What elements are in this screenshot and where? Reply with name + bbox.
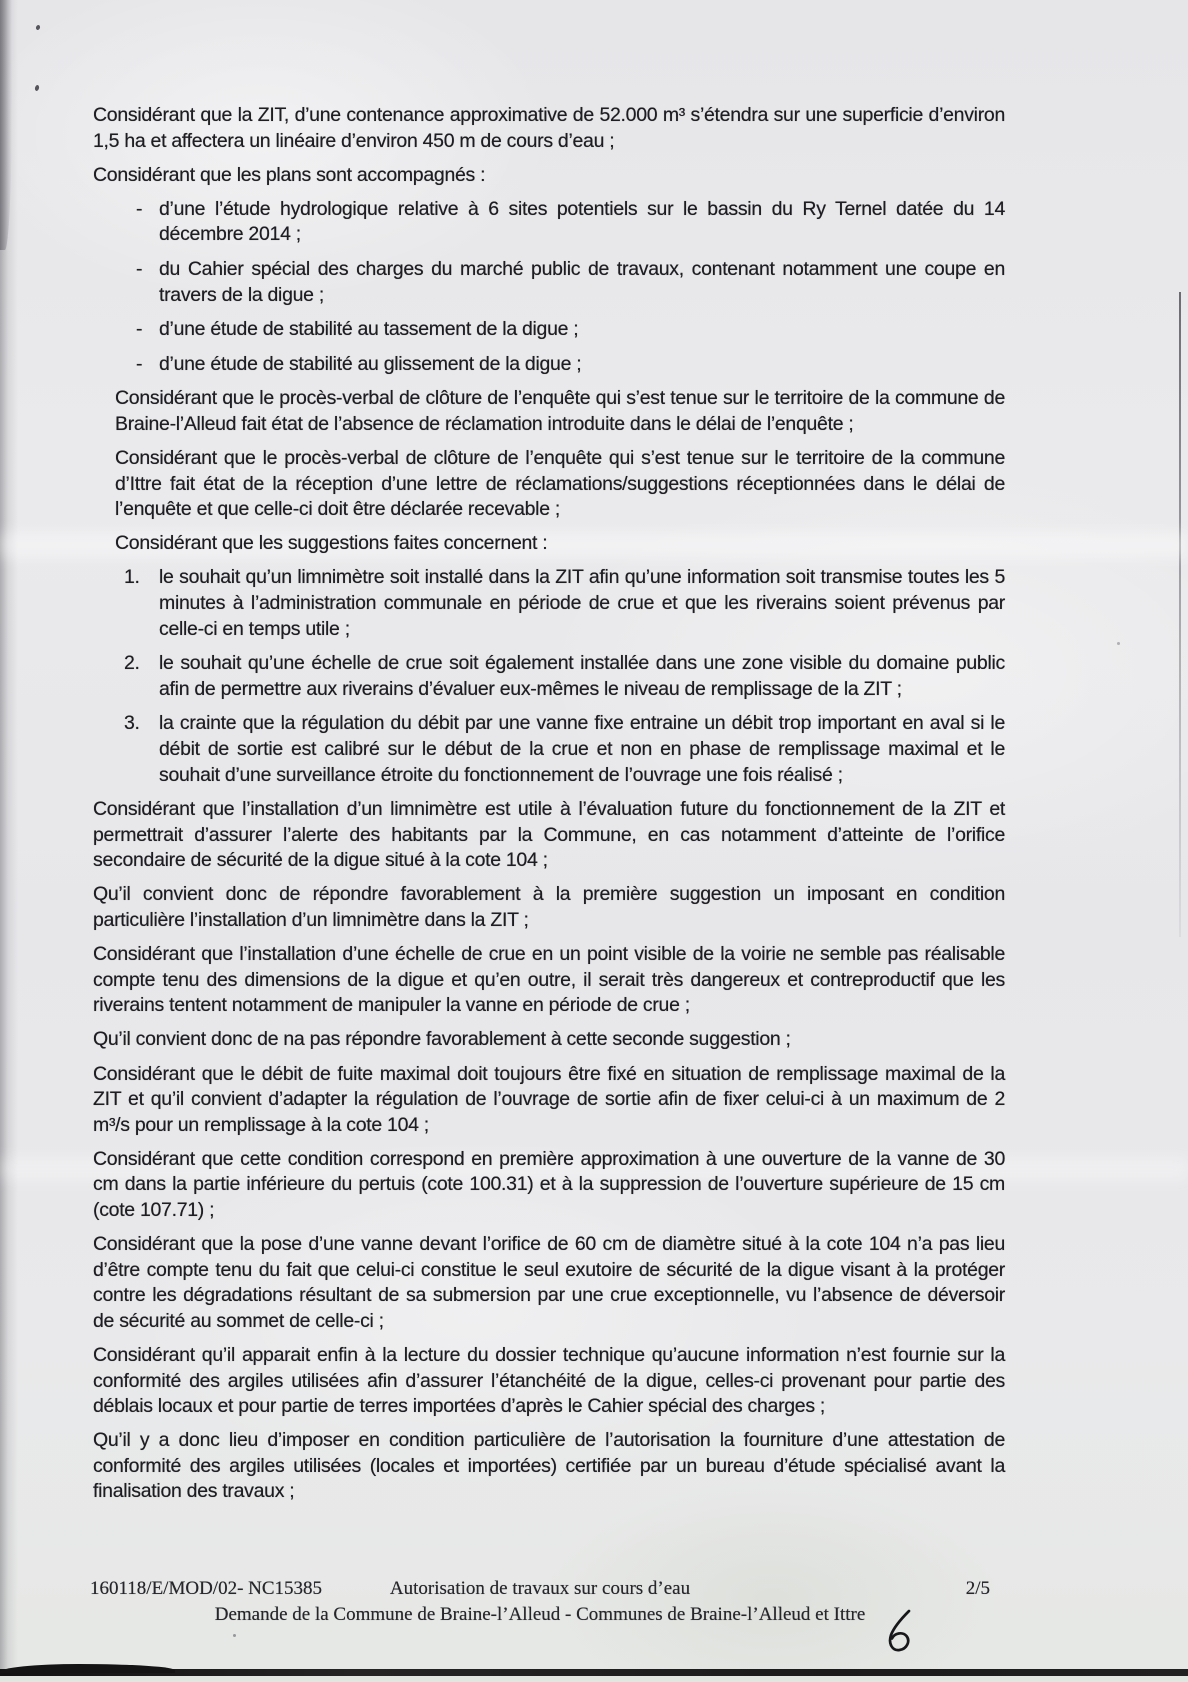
paragraph-attestation: Qu’il y a donc lieu d’imposer en condition particulière de l’autorisation la fourniture d’une attestation de conformité des argiles utilisées (locales et importées) certifiée par un bureau d’étude spécialisé avant la finalisation des travaux ; (93, 1429, 1005, 1503)
list-number: 1. (124, 566, 140, 589)
scan-speck (34, 85, 39, 92)
list-number: 2. (124, 652, 140, 675)
list-item (93, 317, 1005, 343)
scan-speck (233, 1634, 236, 1637)
paragraph-seconde-suggestion: Qu’il convient donc de na pas répondre favorablement à cette seconde suggestion ; (93, 1028, 791, 1051)
list-item-text: d’une étude de stabilité au tassement de la digue ; (159, 318, 579, 341)
paragraph-zit-contenance: Considérant que la ZIT, d’une contenance approximative de 52.000 m³ s’étendra sur une superficie d’environ 1,5 ha et affectera un linéaire d’environ 450 m de cours d’eau ; (93, 104, 1005, 152)
paragraph-limnimetre: Considérant que l’installation d’un limnimètre est utile à l’évaluation future du fonctionnement de la ZIT et permettrait d’assurer l’alerte des habitants par la Commune, en cas notamment d’atteinte de l’orifice secondaire de sécurité de la digue situé à la cote 104 ; (93, 798, 1005, 872)
list-item-text: d’une étude de stabilité au glissement de la digue ; (159, 352, 582, 375)
list-item (93, 352, 1005, 378)
paragraph-pose-vanne: Considérant que la pose d’une vanne devant l’orifice de 60 cm de diamètre situé à la cote 104 n’a pas lieu d’être compte tenu du fait que celui-ci constitue le seul exutoire de sécurité de la digue visant à la protéger contre les dégradations résultant de sa submersion par une crue exceptionnelle, vu l’absence de déversoir de sécurité au sommet de celle-ci ; (93, 1233, 1005, 1332)
numbered-list (93, 565, 1005, 788)
scan-bottom-edge (0, 1669, 1188, 1676)
list-item (93, 651, 1005, 702)
footer-line-1 (90, 1578, 990, 1602)
scan-bottom-strip (0, 1676, 1188, 1682)
dash-list (93, 197, 1005, 378)
list-number: 3. (124, 712, 140, 735)
list-item-text: le souhait qu’une échelle de crue soit également installée dans une zone visible du domaine public afin de permettre aux riverains d’évaluer eux-mêmes le niveau de remplissage de la ZIT ; (159, 652, 1005, 700)
list-item (93, 711, 1005, 788)
list-item-text: la crainte que la régulation du débit par une vanne fixe entraine un débit trop important en aval si le débit de sortie est calibré sur le début de la crue et non en phase de remplissage maximal et le souhait d’une surveillance étroite du fonctionnement de l’ouvrage une fois réalisé ; (159, 712, 1005, 786)
page-footer (90, 1578, 990, 1626)
paragraph-pv-ittre: Considérant que le procès-verbal de clôture de l’enquête qui s’est tenue sur le territoire de la commune d’Ittre fait état de la réception d’une lettre de réclamations/suggestions réceptionnées dans le délai de l’enquête et que celle-ci doit être déclarée recevable ; (115, 447, 1005, 521)
paragraph-echelle-crue: Considérant que l’installation d’une échelle de crue en un point visible de la voirie ne semble pas réalisable compte tenu des dimensions de la digue et qu’en outre, il serait très dangereux et contreproductif que les riverains tentent notamment de manipuler la vanne en période de crue ; (93, 943, 1005, 1017)
paragraph-argiles: Considérant qu’il apparait enfin à la lecture du dossier technique qu’aucune information n’est fournie sur la conformité des argiles utilisées afin d’assurer l’étanchéité de la digue, celles-ci provenant pour partie des déblais locaux et pour partie de terres importées d’après le Cahier spécial des charges ; (93, 1343, 1005, 1418)
list-item-text: du Cahier spécial des charges du marché public de travaux, contenant notamment une coupe en travers de la digue ; (159, 257, 1005, 306)
footer-document-title: Autorisation de travaux sur cours d’eau (389, 1578, 691, 1599)
paragraph-suggestions-intro: Considérant que les suggestions faites concernent : (115, 532, 548, 555)
list-item (93, 197, 1005, 248)
dash-bullet: - (136, 318, 143, 341)
dash-bullet: - (136, 197, 143, 220)
paragraph-ouverture-vanne: Considérant que cette condition correspond en première approximation à une ouverture de la vanne de 30 cm dans la partie inférieure du pertuis (cote 100.31) et à la suppression de l’ouverture supérieure de 15 cm (cote 107.71) ; (93, 1147, 1005, 1221)
paragraph-premiere-suggestion: Qu’il convient donc de répondre favorablement à la première suggestion un imposant en condition particulière l’installation d’un limnimètre dans la ZIT ; (93, 883, 1005, 932)
list-item-text: d’une l’étude hydrologique relative à 6 sites potentiels sur le bassin du Ry Ternel datée du 14 décembre 2014 ; (159, 197, 1005, 246)
paragraph-plans-accompagnes: Considérant que les plans sont accompagnés : (93, 163, 486, 186)
paragraph-pv-braine: Considérant que le procès-verbal de clôture de l’enquête qui s’est tenue sur le territoire de la commune de Braine-l’Alleud fait état de l’absence de réclamation introduite dans le délai de l’enquête ; (115, 387, 1005, 435)
footer-reference: 160118/E/MOD/02- NC15385 (90, 1578, 323, 1599)
footer-subtitle: Demande de la Commune de Braine-l’Alleud - Communes de Braine-l’Alleud et Ittre (214, 1604, 866, 1625)
paragraph-debit-fuite: Considérant que le débit de fuite maximal doit toujours être fixé en situation de remplissage maximal de la ZIT et qu’il convient d’adapter la régulation de l’ouvrage de sortie afin de fixer celui-ci à un maximum de 2 m³/s pour un remplissage à la cote 104 ; (93, 1062, 1005, 1136)
list-item-text: le souhait qu’un limnimètre soit installé dans la ZIT afin qu’une information soit transmise toutes les 5 minutes à l’administration communale en période de crue et que les riverains soient prévenus par celle-ci en temps utile ; (159, 566, 1005, 640)
handwritten-number-six (882, 1608, 918, 1654)
footer-page-number: 2/5 (965, 1578, 990, 1599)
document-body (0, 103, 1188, 1514)
list-item (93, 565, 1005, 642)
list-item (93, 257, 1005, 308)
scan-speck (35, 24, 40, 30)
dash-bullet: - (136, 257, 143, 280)
dash-bullet: - (136, 352, 143, 375)
